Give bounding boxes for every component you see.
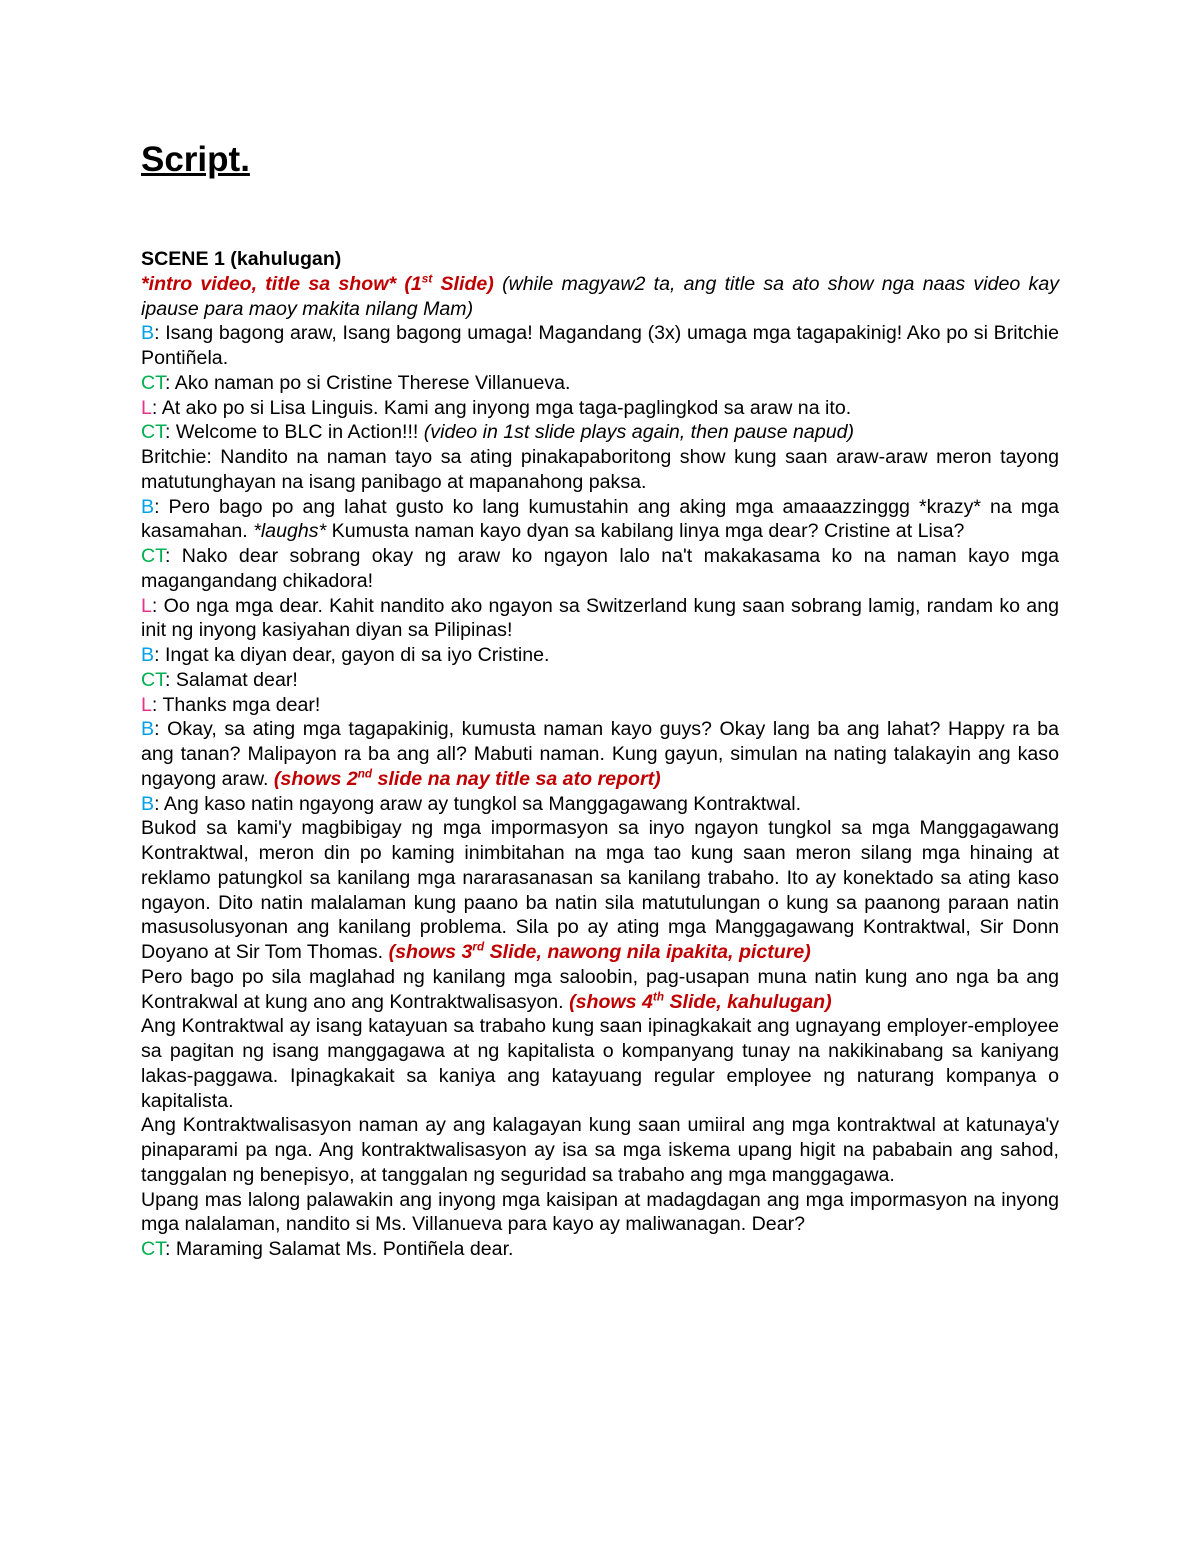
dialogue-line — [141, 965, 1059, 1015]
speaker-tag: CT — [141, 668, 165, 691]
dialogue-line: Britchie: Nandito na naman tayo sa ating pinakapaboritong show kung saan araw-araw meron tayong matutunghayan na isang panibago at mapanahong paksa. — [141, 446, 1059, 493]
dialogue-line — [141, 693, 1059, 718]
line-text: Bukod sa kami'y magbibigay ng mga impormasyon sa inyo ngayon tungkol sa mga Manggagawang Kontraktwal, meron din po kaming inimbitahan na mga tao kung saan meron silang mga hinaing at reklamo patungkol sa kanilang mga nararasanasan sa kanilang trabaho. Ito ay konektado sa ating kaso ngayon. Dito natin malalaman kung paano ba natin sila matutulungan o kung sa paanong paraan natin masusolusyonan ang kanilang problema. Sila po ay ating mga Manggagawang Kontraktwal, Sir Donn Doyano at Sir Tom Thomas. — [141, 817, 1059, 963]
line-text: : Nako dear sobrang okay ng araw ko ngayon lalo na't makakasama ko na naman kayo mga magangandang chikadora! — [141, 545, 1059, 592]
line-text: : Okay, sa ating mga tagapakinig, kumusta naman kayo guys? Okay lang ba ang lahat? Happy ra ba ang tanan? Malipayon ra ba ang all? Mabuti naman. Kung gayun, simulan na nating talakayin ang kaso ngayong araw. — [141, 718, 1059, 790]
line-text: : Isang bagong araw, Isang bagong umaga! Magandang (3x) umaga mga tagapakinig! Ako po si Britchie Pontiñela. — [141, 322, 1059, 369]
line-text: : Oo nga mga dear. Kahit nandito ako ngayon sa Switzerland kung saan sobrang lamig, randam ko ang init ng inyong kasiyahan diyan sa Pilipinas! — [141, 594, 1059, 642]
definition-paragraph: Ang Kontraktwalisasyon naman ay ang kalagayan kung saan umiiral ang mga kontraktwal at katunaya'y pinaparami pa nga. Ang kontraktwalisasyon ay isa sa mga iskema upang higit na pababain ang sahod, tanggalan ng benepisyo, at tanggalan ng seguridad sa trabaho ang mga manggagawa. — [141, 1114, 1059, 1186]
speaker-tag: L — [141, 396, 152, 419]
speaker-tag: B — [141, 495, 155, 518]
dialogue-line: Upang mas lalong palawakin ang inyong mga kaisipan at madagdagan ang mga impormasyon na inyong mga nalalaman, nandito si Ms. Villanueva para kayo ay maliwanagan. Dear? — [141, 1188, 1059, 1236]
line-text: Pero bago po sila maglahad ng kanilang mga saloobin, pag-usapan muna natin kung ano nga ba ang Kontrakwal at kung ano ang Kontraktwalisasyon. — [141, 965, 1059, 1013]
stage-direction — [141, 272, 1059, 322]
line-text: : Welcome to BLC in Action!!! — [164, 421, 424, 444]
script-body — [141, 247, 1059, 1262]
slide-cue: (shows 4th Slide, kahulugan) — [569, 989, 832, 1013]
line-text: : Ang kaso natin ngayong araw ay tungkol sa Manggagawang Kontraktwal. — [154, 792, 802, 815]
direction-note: (while magyaw2 ta, ang title sa ato show nga naas video kay ipause para maoy makita nilang Mam) — [141, 272, 1060, 320]
speaker-tag: L — [141, 594, 152, 617]
speaker-tag: CT — [141, 545, 165, 567]
speaker-tag: B — [141, 718, 155, 741]
dialogue-line — [141, 643, 1059, 668]
dialogue-line: B: Pero bago po ang lahat gusto ko lang kumustahin ang aking mga amaaazzinggg *krazy* na mga kasamahan. *laughs* Kumusta naman kayo dyan sa kabilang linya mga dear? Cristine at Lisa? — [141, 495, 1059, 543]
definition-paragraph: Ang Kontraktwal ay isang katayuan sa trabaho kung saan ipinagkakait ang ugnayang employer-employee sa pagitan ng isang manggagawa at ng kapitalista o kompanyang tunay na nakikinabang sa kaniyang lakas-paggawa. Ipinagkakait sa kaniya ang katayuang regular employee ng naturang kompanya o kapitalista. — [141, 1015, 1059, 1112]
slide-cue: (shows 3rd Slide, nawong nila ipakita, picture) — [388, 940, 811, 963]
dialogue-line — [141, 321, 1059, 371]
laughs-note: *laughs* — [253, 520, 327, 543]
line-text: : Ingat ka diyan dear, gayon di sa iyo Cristine. — [154, 644, 550, 666]
speaker-tag: L — [141, 693, 152, 716]
speaker-tag: CT — [141, 421, 165, 444]
speaker-tag: CT — [141, 371, 165, 394]
page-title: Script. — [141, 140, 250, 179]
slide-cue: *intro video, title sa show* (1st Slide) — [141, 272, 494, 295]
dialogue-line — [141, 1237, 1059, 1262]
dialogue-line — [141, 544, 1059, 594]
dialogue-line — [141, 396, 1059, 421]
speaker-tag: B — [141, 322, 155, 345]
line-text: : Maraming Salamat Ms. Pontiñela dear. — [164, 1238, 514, 1260]
dialogue-line — [141, 668, 1059, 693]
direction-note: (video in 1st slide plays again, then pause napud) — [423, 421, 855, 444]
dialogue-line — [141, 371, 1059, 396]
speaker-tag: B — [141, 792, 155, 815]
dialogue-line — [141, 594, 1059, 644]
dialogue-line — [141, 816, 1059, 965]
line-text: : At ako po si Lisa Linguis. Kami ang inyong mga taga-paglingkod sa araw na ito. — [151, 396, 852, 419]
dialogue-line — [141, 420, 1059, 445]
line-text: : Ako naman po si Cristine Therese Villanueva. — [164, 371, 571, 394]
dialogue-line — [141, 792, 1059, 817]
speaker-tag: B — [141, 644, 155, 666]
line-text: : Salamat dear! — [164, 668, 298, 691]
slide-cue: (shows 2nd slide na nay title sa ato report) — [273, 767, 661, 790]
dialogue-line — [141, 717, 1059, 791]
scene-heading: SCENE 1 (kahulugan) — [141, 248, 342, 270]
line-text: : Thanks mga dear! — [151, 693, 321, 716]
speaker-tag: CT — [141, 1238, 165, 1260]
